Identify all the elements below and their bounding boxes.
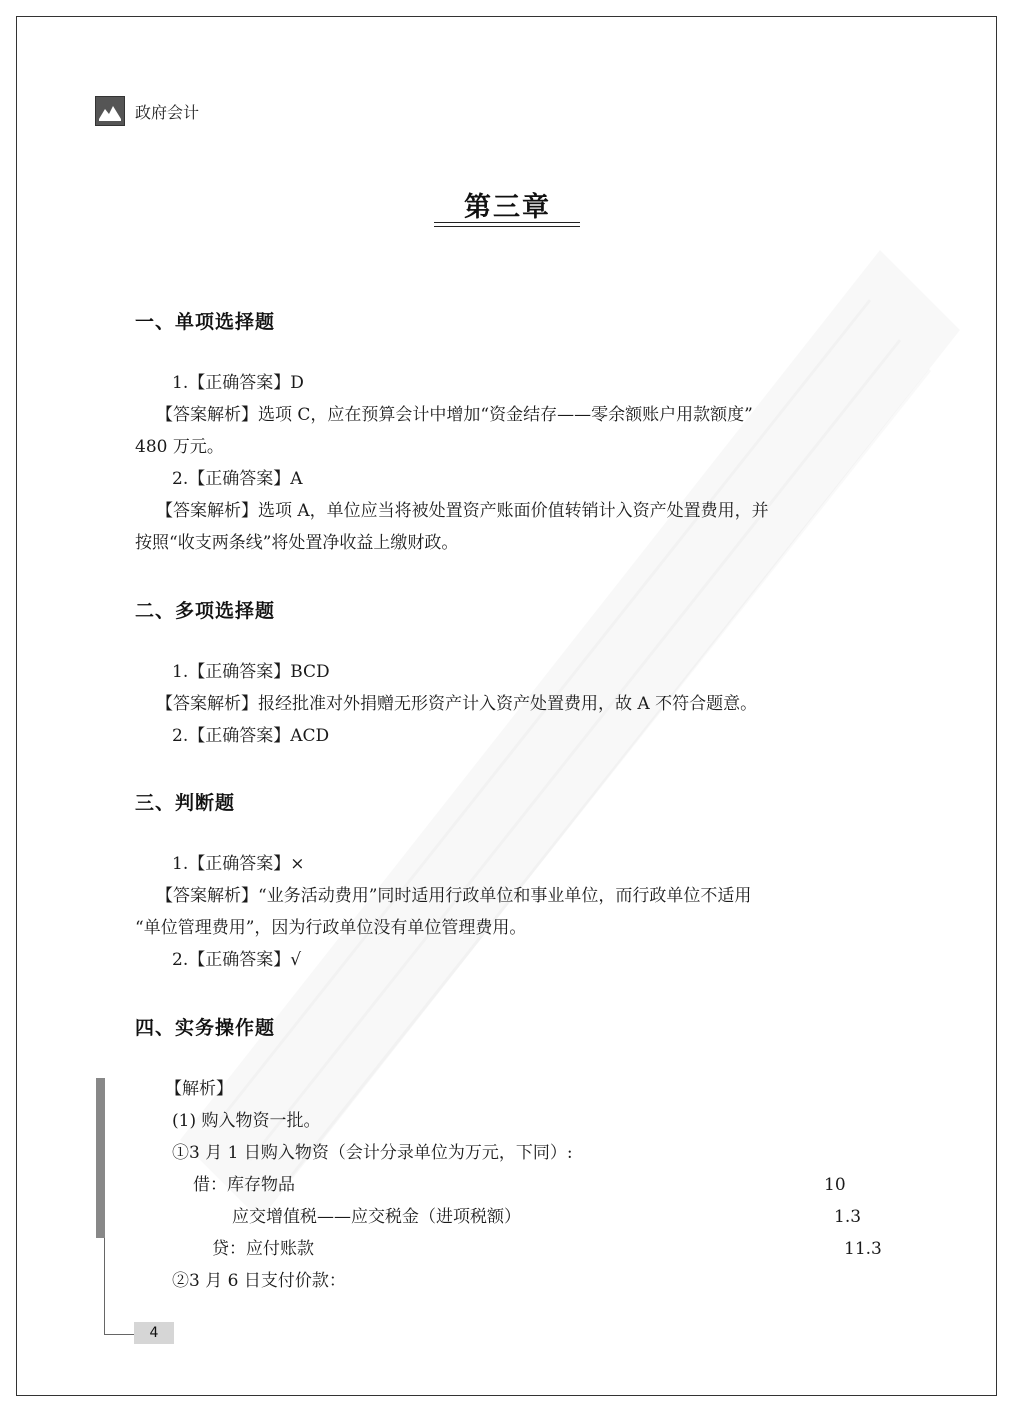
answer-line: 1.【正确答案】× <box>172 854 305 874</box>
answer-line: 1.【正确答案】BCD <box>172 662 330 682</box>
mountain-logo-icon <box>95 96 125 126</box>
journal-debit-account: 应交增值税——应交税金（进项税额） <box>232 1207 521 1227</box>
running-header <box>95 96 199 126</box>
footer-rule <box>104 1334 134 1335</box>
explanation-line: 【答案解析】选项 A，单位应当将被处置资产账面价值转销计入资产处置费用，并 <box>156 501 769 521</box>
analysis-step: ①3 月 1 日购入物资（会计分录单位为万元，下同）: <box>172 1143 573 1163</box>
answer-line: 1.【正确答案】D <box>172 373 304 393</box>
explanation-line: 【答案解析】选项 C，应在预算会计中增加“资金结存——零余额账户用款额度” <box>156 405 753 425</box>
explanation-line: 480 万元。 <box>135 437 224 457</box>
answer-line: 2.【正确答案】ACD <box>172 726 330 746</box>
explanation-line: “单位管理费用”，因为行政单位没有单位管理费用。 <box>135 918 527 938</box>
journal-debit-account: 借：库存物品 <box>193 1175 295 1195</box>
journal-debit-amount: 1.3 <box>834 1207 862 1227</box>
chapter-underline <box>434 222 580 223</box>
analysis-step: (1) 购入物资一批。 <box>172 1111 321 1131</box>
section-heading-multiple-choice: 二、多项选择题 <box>135 600 276 622</box>
answer-line: 2.【正确答案】A <box>172 469 303 489</box>
chapter-underline-thin <box>434 226 580 227</box>
answer-line: 2.【正确答案】√ <box>172 950 302 970</box>
explanation-line: 【答案解析】报经批准对外捐赠无形资产计入资产处置费用，故 A 不符合题意。 <box>156 694 758 714</box>
section-heading-single-choice: 一、单项选择题 <box>135 311 276 333</box>
explanation-line: 【答案解析】“业务活动费用”同时适用行政单位和事业单位，而行政单位不适用 <box>156 886 752 906</box>
analysis-step: ②3 月 6 日支付价款： <box>172 1271 346 1291</box>
section-heading-practice: 四、实务操作题 <box>135 1017 276 1039</box>
chapter-heading <box>0 185 1015 224</box>
journal-credit-account: 贷：应付账款 <box>212 1239 314 1259</box>
margin-line <box>104 1238 105 1334</box>
journal-credit-amount: 11.3 <box>844 1239 882 1259</box>
page-number: 4 <box>134 1322 174 1344</box>
book-title: 政府会计 <box>135 102 200 122</box>
chapter-title: 第三章 <box>464 192 551 223</box>
analysis-label: 【解析】 <box>165 1079 233 1099</box>
margin-bar <box>96 1078 105 1238</box>
section-heading-true-false: 三、判断题 <box>135 792 236 814</box>
explanation-line: 按照“收支两条线”将处置净收益上缴财政。 <box>135 533 459 553</box>
journal-debit-amount: 10 <box>824 1175 846 1195</box>
